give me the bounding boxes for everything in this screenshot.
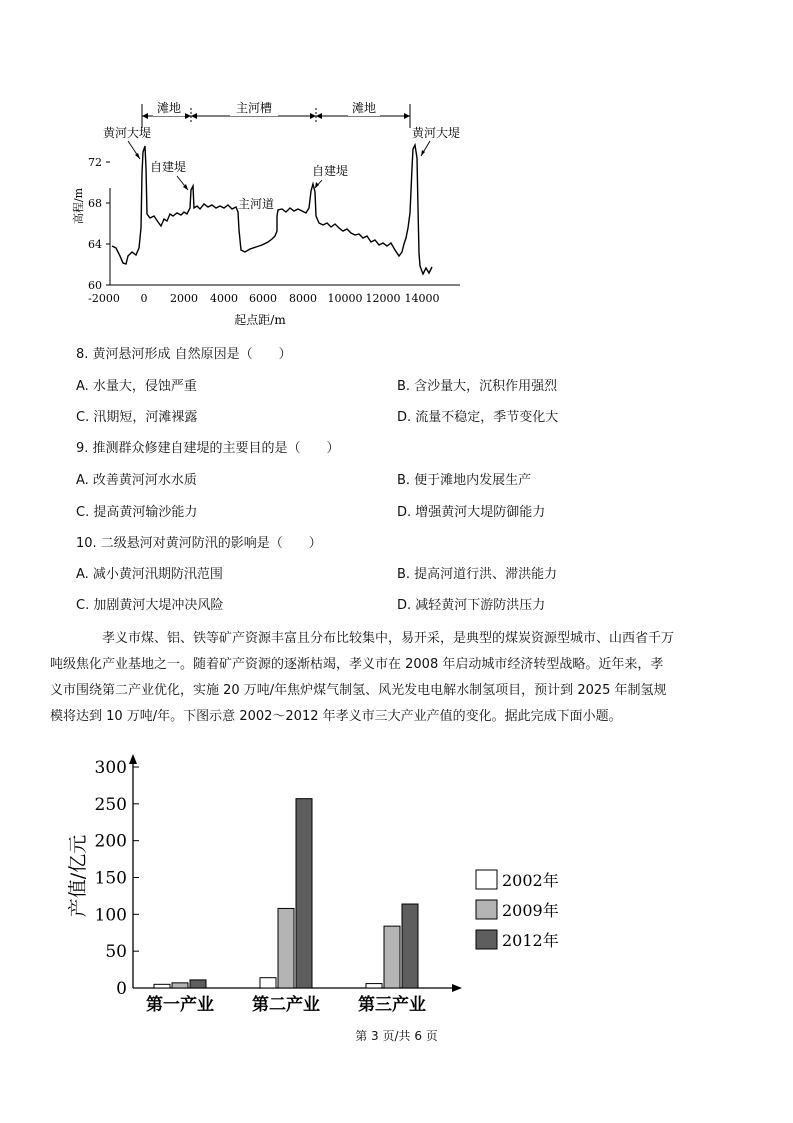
question-8-option-c[interactable]: C. 汛期短，河滩裸露 — [76, 410, 198, 425]
bar-marks — [154, 799, 418, 988]
legend-swatch — [476, 930, 497, 949]
question-8-stem: 8. 黄河悬河形成 自然原因是（ ） — [76, 347, 292, 362]
bar-y-tick-label: 200 — [94, 831, 127, 852]
bar-legend — [476, 870, 559, 950]
bar-1-2002年 — [154, 984, 170, 988]
profile-annotations — [103, 125, 460, 211]
question-8-option-b[interactable]: B. 含沙量大，沉积作用强烈 — [397, 379, 558, 394]
question-10-option-c[interactable]: C. 加剧黄河大堤冲决风险 — [76, 598, 224, 613]
x-axis-label: 起点距/m — [234, 313, 286, 327]
bar-category-labels — [146, 994, 426, 1015]
zone-label-right-floodplain: 滩地 — [351, 101, 377, 115]
bar-y-tick-label: 0 — [116, 979, 127, 999]
question-10-option-d[interactable]: D. 减轻黄河下游防洪压力 — [397, 598, 546, 613]
question-9-stem: 9. 推测群众修建自建堤的主要目的是（ ） — [76, 441, 340, 456]
bar-y-ticks — [95, 758, 139, 999]
x-tick-label-6000: 6000 — [249, 292, 277, 305]
label-levee-left: 黄河大堤 — [103, 126, 152, 140]
x-tick-label-0: 0 — [140, 292, 148, 305]
passage-line-4: 模将达到 10 万吨/年。下图示意 2002～2012 年孝义市三大产业产值的变化。据此完成下面小题。 — [50, 709, 622, 724]
bar-y-tick-label: 150 — [94, 868, 127, 889]
page-footer: 第 3 页/共 6 页 — [355, 1029, 438, 1043]
label-self-dike-left: 自建堤 — [150, 160, 187, 174]
bar-3-2012年 — [402, 904, 418, 988]
legend-swatch — [476, 900, 497, 919]
x-tick-label-14000: 14000 — [404, 292, 440, 305]
y-tick-label-64: 64 — [88, 238, 102, 251]
question-10-option-b[interactable]: B. 提高河道行洪、滞洪能力 — [397, 567, 558, 582]
river-profile-chart — [60, 88, 480, 333]
x-tick-label-12000: 12000 — [365, 292, 401, 305]
bar-2-2009年 — [278, 908, 294, 988]
bar-y-tick-label: 300 — [94, 758, 127, 778]
question-10-option-a[interactable]: A. 减小黄河汛期防汛范围 — [76, 567, 223, 582]
bar-y-tick-label: 100 — [94, 905, 127, 926]
y-tick-label-72: 72 — [88, 156, 102, 169]
y-tick-label-68: 68 — [88, 197, 102, 210]
bar-3-2009年 — [384, 926, 400, 988]
label-main-river-course: 主河道 — [238, 197, 275, 211]
bar-3-2002年 — [366, 984, 382, 988]
question-10-stem: 10. 二级悬河对黄河防汛的影响是（ ） — [76, 536, 322, 551]
x-tick-label-8000: 8000 — [289, 292, 317, 305]
x-tick-label-neg2000: -2000 — [88, 292, 120, 305]
bar-2-2002年 — [260, 978, 276, 988]
y-axis-label: 高程/m — [72, 187, 85, 225]
zone-label-main-channel: 主河槽 — [235, 101, 273, 115]
reading-passage — [50, 626, 721, 730]
x-tick-label-2000: 2000 — [170, 292, 198, 305]
label-self-dike-right: 自建堤 — [312, 164, 349, 178]
question-8-option-d[interactable]: D. 流量不稳定，季节变化大 — [397, 410, 559, 425]
bar-1-2012年 — [190, 980, 206, 988]
label-levee-right: 黄河大堤 — [412, 126, 461, 140]
question-9-option-b[interactable]: B. 便于滩地内发展生产 — [397, 473, 532, 488]
question-8-option-a[interactable]: A. 水量大，侵蚀严重 — [76, 379, 197, 394]
legend-label: 2009年 — [502, 901, 559, 920]
legend-swatch — [476, 870, 497, 889]
question-9-option-c[interactable]: C. 提高黄河输沙能力 — [76, 505, 198, 520]
zone-bar — [142, 100, 410, 128]
profile-axes — [71, 156, 460, 327]
passage-line-1: 孝义市煤、铝、铁等矿产资源丰富且分布比较集中，易开采，是典型的煤炭资源型城市、山西省千万 — [102, 631, 675, 646]
x-tick-label-10000: 10000 — [327, 292, 363, 305]
industry-output-bar-chart — [60, 752, 580, 1022]
bar-y-tick-label: 50 — [105, 942, 127, 963]
passage-line-2: 吨级焦化产业基地之一。随着矿产资源的逐渐枯竭，孝义市在 2008 年启动城市经济转型战略。近年来，孝 — [50, 657, 664, 672]
bar-y-tick-label: 250 — [94, 794, 127, 815]
legend-label: 2012年 — [502, 931, 559, 950]
bar-category-label: 第三产业 — [358, 995, 426, 1015]
bar-category-label: 第二产业 — [252, 995, 320, 1015]
passage-line-3: 义市围绕第二产业优化，实施 20 万吨/年焦炉煤气制氢、风光发电电解水制氢项目，预计到 2025 年制氢规 — [50, 683, 667, 698]
zone-label-left-floodplain: 滩地 — [156, 101, 182, 115]
question-9-option-d[interactable]: D. 增强黄河大堤防御能力 — [397, 505, 546, 520]
legend-label: 2002年 — [502, 871, 559, 890]
question-9-option-a[interactable]: A. 改善黄河河水水质 — [76, 473, 197, 488]
bar-category-label: 第一产业 — [146, 995, 214, 1015]
bar-1-2009年 — [172, 983, 188, 988]
x-tick-label-4000: 4000 — [210, 292, 238, 305]
bar-y-axis-label: 产值/亿元 — [67, 834, 89, 918]
bar-2-2012年 — [296, 799, 312, 988]
y-tick-label-60: 60 — [88, 279, 102, 292]
